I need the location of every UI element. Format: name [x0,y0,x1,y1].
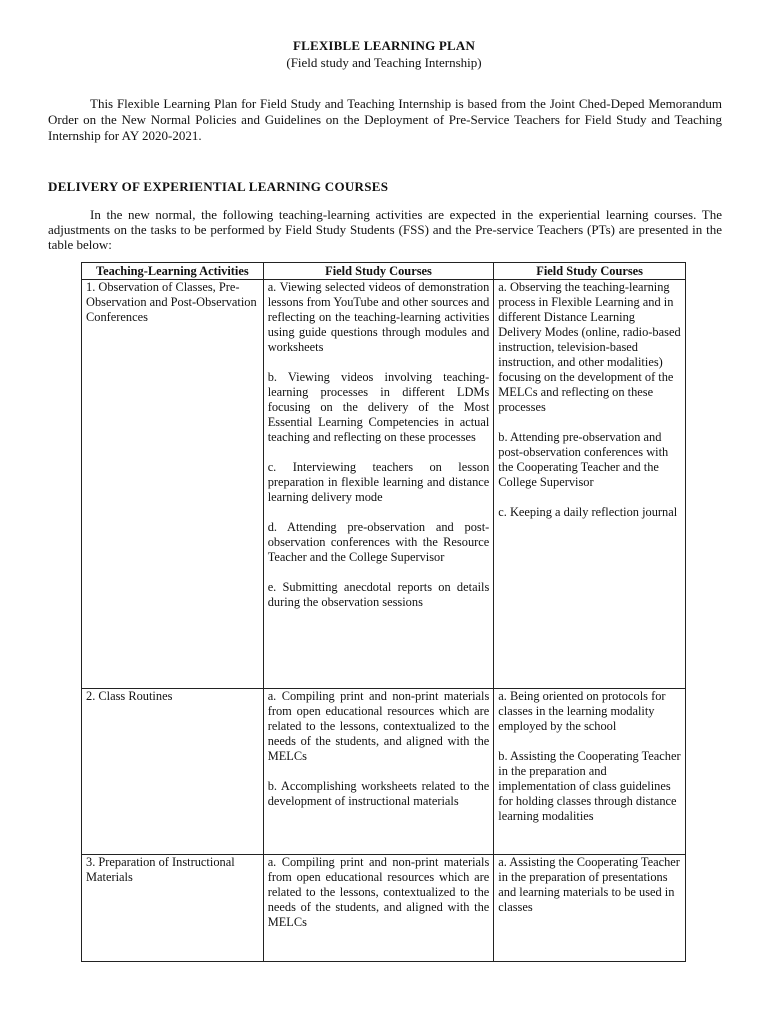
task-item: a. Assisting the Cooperating Teacher in the preparation of presentations and learning materials to be used in classes [498,855,680,914]
table-row [82,280,686,689]
field-study-cell [263,855,494,962]
task-item: b. Attending pre-observation and post-observation conferences with the Cooperating Teacher and the College Supervisor [498,430,669,489]
field-study-cell [263,280,494,689]
activity-cell: 2. Class Routines [82,689,264,855]
internship-cell [494,855,686,962]
internship-cell [494,280,686,689]
table-header-row [82,263,686,280]
activities-table [81,262,686,962]
task-item: e. Submitting anecdotal reports on details during the observation sessions [267,580,490,609]
task-item: a. Observing the teaching-learning process in Flexible Learning and in different Distance Learning Delivery Modes (online, radio-based instruction, television-based instruction, and other modalities) focusing on the development of the MELCs and reflecting on these processes [498,280,681,414]
table-row [82,689,686,855]
task-item: c. Keeping a daily reflection journal [498,505,678,519]
task-item: c. Interviewing teachers on lesson preparation in flexible learning and distance learning delivery mode [267,460,490,504]
task-item: b. Assisting the Cooperating Teacher in the preparation and implementation of class guidelines for holding classes through distance learning modalities [498,749,681,823]
task-item: b. Viewing videos involving teaching-learning processes in different LDMs focusing on the delivery of the Most Essential Learning Competencies in actual teaching and reflecting on these processes [267,370,490,444]
task-item: b. Accomplishing worksheets related to the development of instructional materials [267,779,490,808]
header-field-study-2: Field Study Courses [494,263,686,280]
internship-cell [494,689,686,855]
section-paragraph: In the new normal, the following teaching-learning activities are expected in the experiential learning courses. The adjustments on the tasks to be performed by Field Study Students (FSS) and the Pre-service Teachers (PTs) are presented in the table below: [48,207,722,252]
header-field-study: Field Study Courses [263,263,494,280]
intro-paragraph: This Flexible Learning Plan for Field Study and Teaching Internship is based from the Joint Ched-Deped Memorandum Order on the New Normal Policies and Guidelines on the Deployment of Pre-Service Teachers for Field Study and Teaching Internship for AY 2020-2021. [48,96,722,143]
task-item: a. Viewing selected videos of demonstration lessons from YouTube and other sources and reflecting on the teaching-learning activities using guide questions through modules and worksheets [267,280,490,354]
task-item: a. Being oriented on protocols for classes in the learning modality employed by the school [498,689,666,733]
task-item: a. Compiling print and non-print materials from open educational resources which are related to the lessons, contextualized to the needs of the students, and aligned with the MELCs [267,855,490,929]
document-title: FLEXIBLE LEARNING PLAN [292,38,476,53]
activity-cell: 1. Observation of Classes, Pre-Observation and Post-Observation Conferences [82,280,264,689]
task-item: d. Attending pre-observation and post-observation conferences with the Resource Teacher and the College Supervisor [267,520,490,564]
activity-cell: 3. Preparation of Instructional Materials [82,855,264,962]
document-subtitle: (Field study and Teaching Internship) [286,55,482,70]
field-study-cell [263,689,494,855]
task-item: a. Compiling print and non-print materials from open educational resources which are related to the lessons, contextualized to the needs of the students, and aligned with the MELCs [267,689,490,763]
section-heading: DELIVERY OF EXPERIENTIAL LEARNING COURSES [48,179,389,194]
header-activities: Teaching-Learning Activities [82,263,264,280]
table-row [82,855,686,962]
